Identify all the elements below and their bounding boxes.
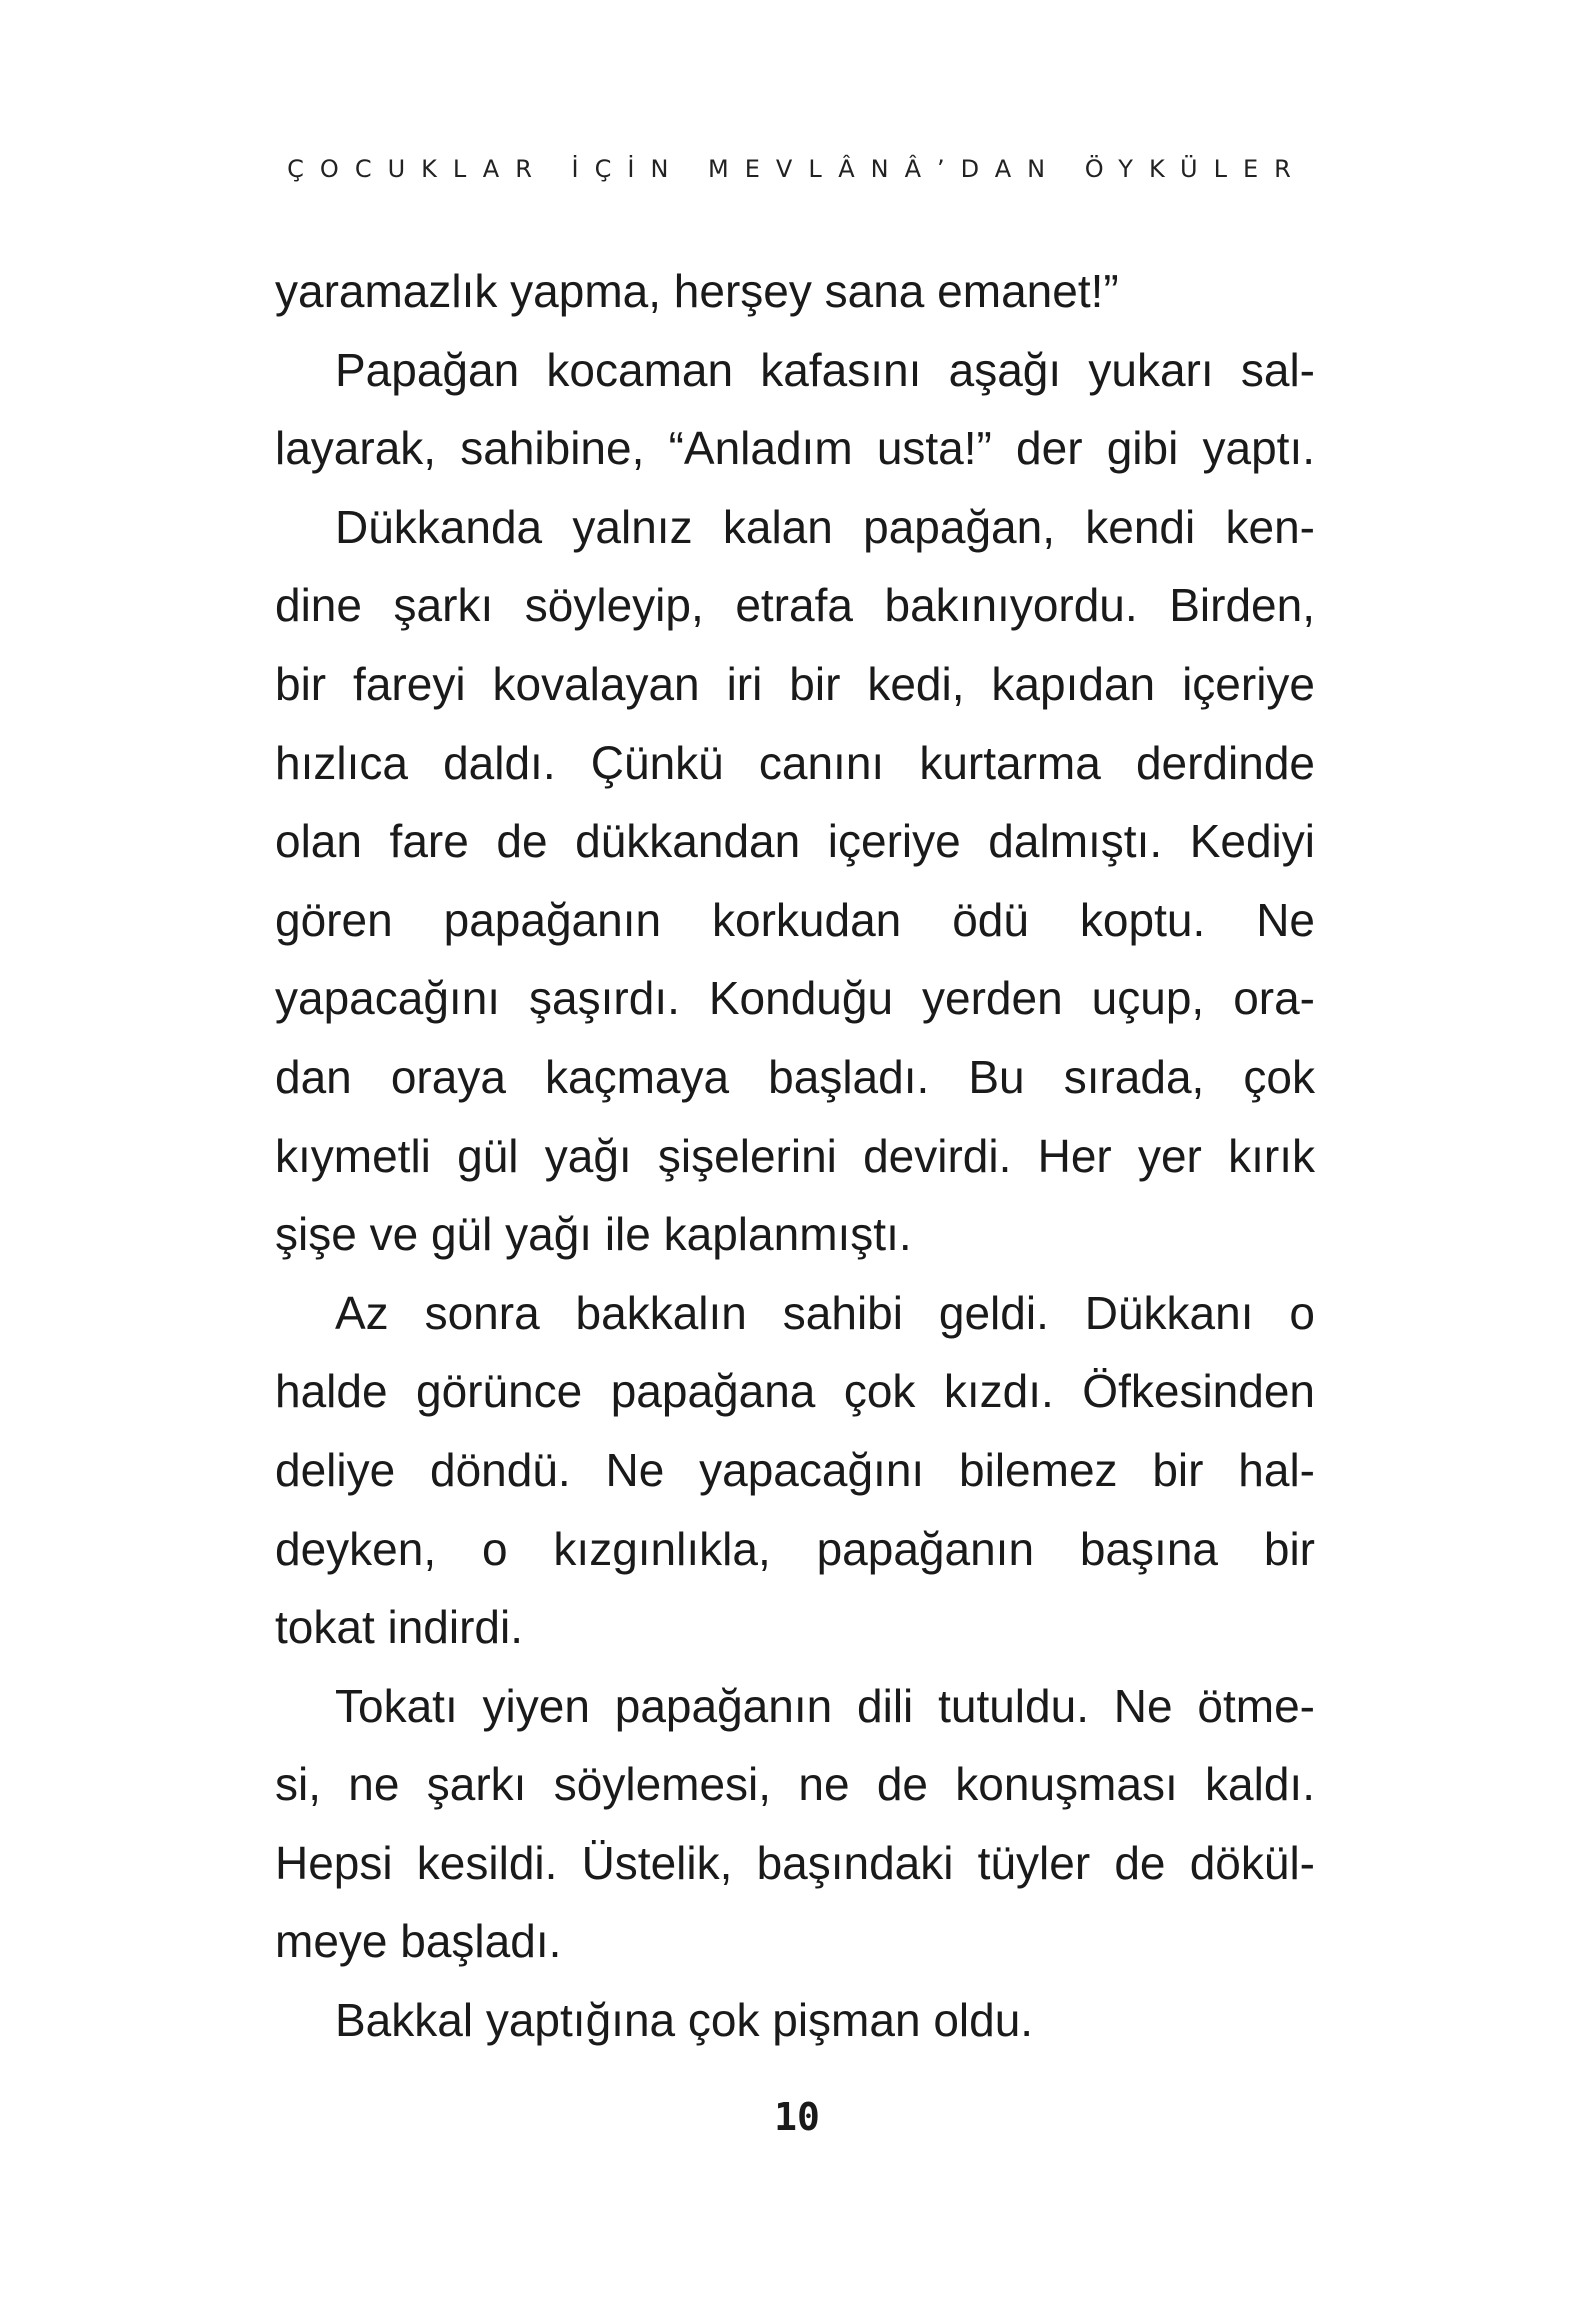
text-line: dine şarkı söyleyip, etrafa bakınıyordu. Birden, <box>275 579 1315 632</box>
text-line: Hepsi kesildi. Üstelik, başındaki tüyler de dökül- <box>275 1836 1315 1889</box>
text-line: meye başladı. <box>275 1915 562 1968</box>
text-line: Az sonra bakkalın sahibi geldi. Dükkanı o <box>335 1286 1315 1339</box>
text-line: bir fareyi kovalayan iri bir kedi, kapıdan içeriye <box>275 657 1315 710</box>
page-number: 10 <box>774 2095 820 2139</box>
text-line: Bakkal yaptığına çok pişman oldu. <box>335 1994 1034 2047</box>
text-line: şişe ve gül yağı ile kaplanmıştı. <box>275 1208 912 1261</box>
text-line: hızlıca daldı. Çünkü canını kurtarma derdinde <box>275 736 1315 789</box>
text-line: layarak, sahibine, “Anladım usta!” der gibi yaptı. <box>275 422 1315 475</box>
text-line: Dükkanda yalnız kalan papağan, kendi ken- <box>335 500 1315 553</box>
running-header: ÇOCUKLAR İÇİN MEVLÂNÂ’DAN ÖYKÜLER <box>287 155 1307 183</box>
text-line: halde görünce papağana çok kızdı. Öfkesinden <box>275 1365 1315 1418</box>
text-line: kıymetli gül yağı şişelerini devirdi. Her yer kırık <box>275 1129 1315 1182</box>
text-line: si, ne şarkı söylemesi, ne de konuşması kaldı. <box>275 1758 1315 1811</box>
text-line: yapacağını şaşırdı. Konduğu yerden uçup, ora- <box>275 972 1315 1025</box>
text-line: dan oraya kaçmaya başladı. Bu sırada, çok <box>275 1050 1315 1103</box>
text-line: deliye döndü. Ne yapacağını bilemez bir hal- <box>275 1443 1315 1496</box>
text-line: gören papağanın korkudan ödü koptu. Ne <box>275 893 1315 946</box>
text-line: Papağan kocaman kafasını aşağı yukarı sal- <box>335 343 1315 396</box>
text-line: deyken, o kızgınlıkla, papağanın başına bir <box>275 1522 1315 1575</box>
body-text <box>275 252 1315 2060</box>
text-line: Tokatı yiyen papağanın dili tutuldu. Ne ötme- <box>335 1679 1315 1732</box>
text-line: tokat indirdi. <box>275 1601 524 1654</box>
text-line: yaramazlık yapma, herşey sana emanet!” <box>275 265 1119 317</box>
text-line: olan fare de dükkandan içeriye dalmıştı. Kediyi <box>275 815 1315 868</box>
